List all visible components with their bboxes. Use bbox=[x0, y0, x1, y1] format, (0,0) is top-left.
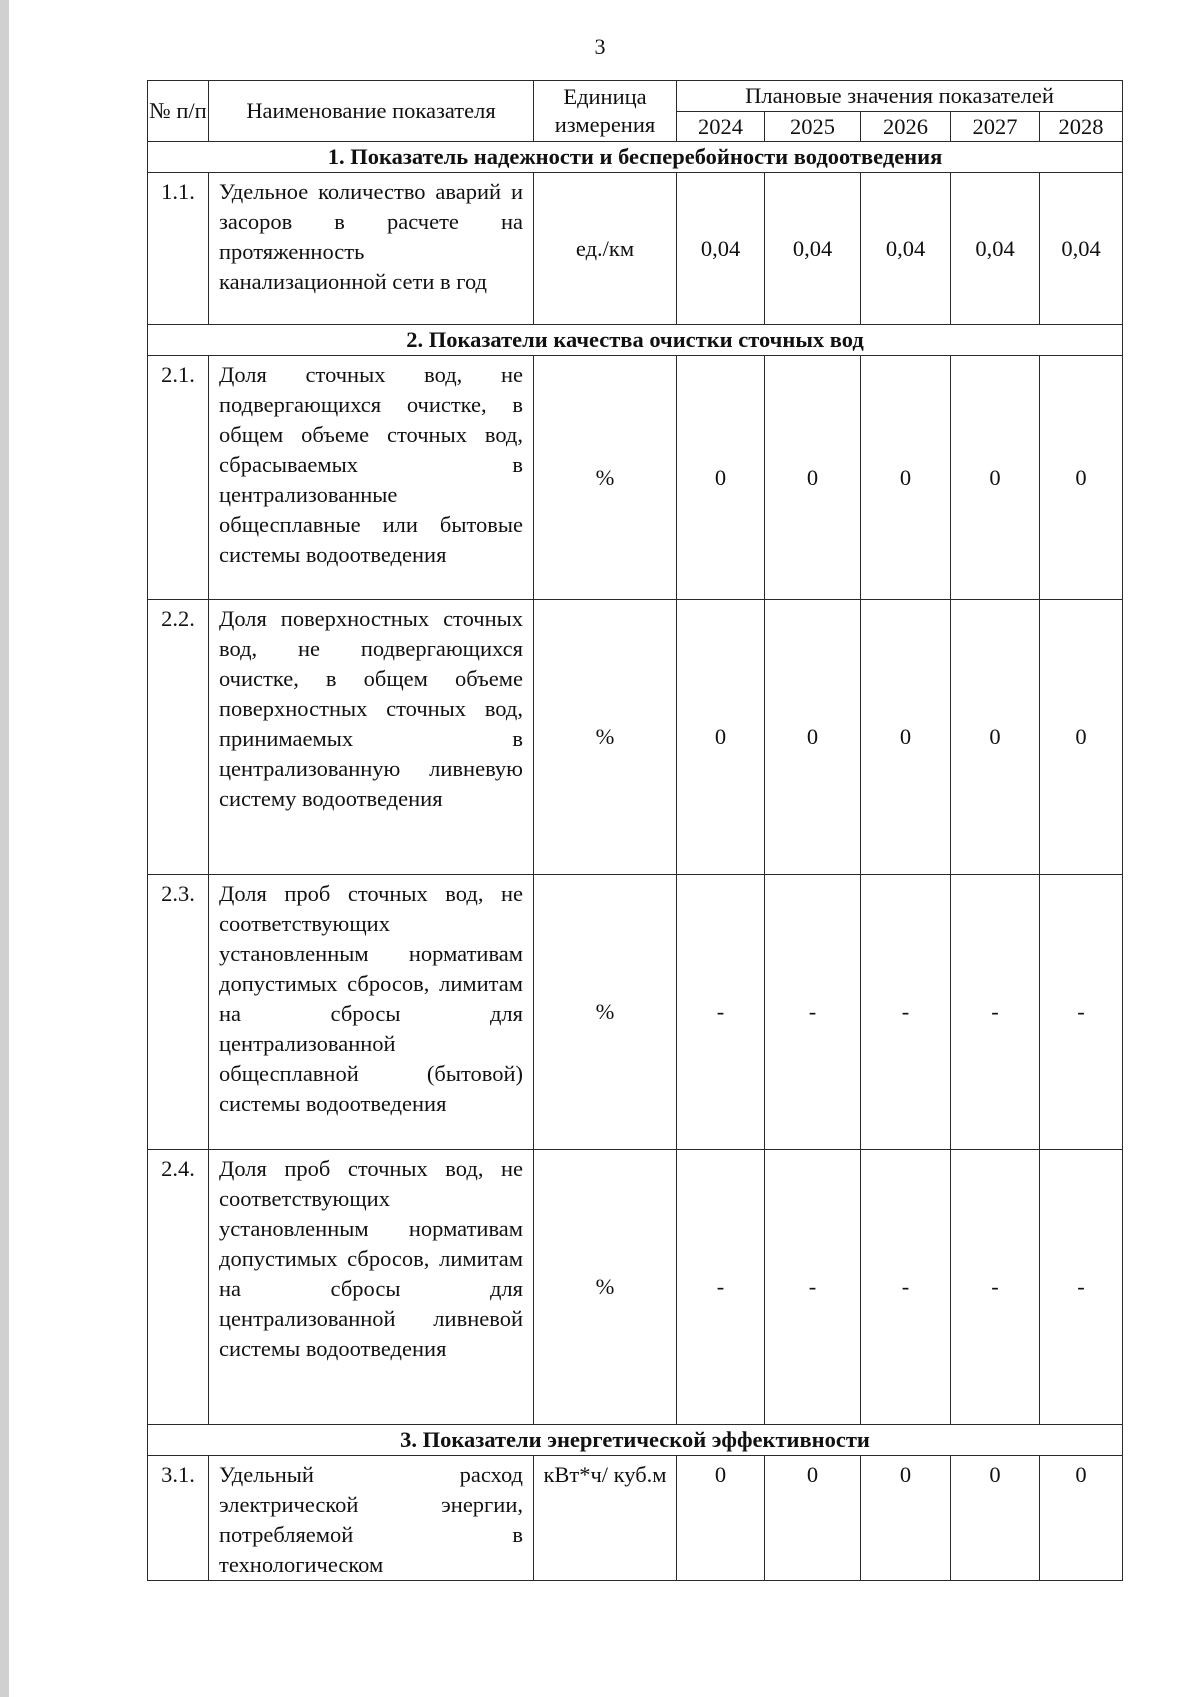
header-num: № п/п bbox=[148, 81, 209, 142]
row-value: 0 bbox=[1040, 356, 1123, 600]
row-name: Доля сточных вод, не подвергающихся очистке, в общем объеме сточных вод, сбрасываемых в централизованные общесплавные или бытовые системы водоотведения bbox=[209, 356, 534, 600]
row-unit: % bbox=[534, 600, 677, 875]
table-row bbox=[148, 356, 1123, 600]
row-value: 0 bbox=[765, 356, 861, 600]
row-number: 2.3. bbox=[148, 875, 209, 1150]
row-value: 0 bbox=[861, 356, 951, 600]
row-value: 0 bbox=[951, 1456, 1040, 1581]
row-unit: % bbox=[534, 875, 677, 1150]
row-value: 0,04 bbox=[765, 173, 861, 325]
row-value: 0 bbox=[677, 1456, 765, 1581]
row-value: - bbox=[951, 875, 1040, 1150]
section-row bbox=[148, 1425, 1123, 1456]
row-number: 2.4. bbox=[148, 1150, 209, 1425]
section-title: 2. Показатели качества очистки сточных вод bbox=[148, 325, 1123, 356]
table-row bbox=[148, 875, 1123, 1150]
row-value: - bbox=[677, 875, 765, 1150]
row-value: 0,04 bbox=[951, 173, 1040, 325]
row-value: 0 bbox=[765, 1456, 861, 1581]
row-value: - bbox=[1040, 875, 1123, 1150]
header-row-1 bbox=[148, 81, 1123, 112]
row-unit: % bbox=[534, 1150, 677, 1425]
row-value: 0 bbox=[861, 1456, 951, 1581]
row-name: Доля проб сточных вод, не соответствующих установленным нормативам допустимых сбросов, лимитам на сбросы для централизованной общесплавной (бытовой) системы водоотведения bbox=[209, 875, 534, 1150]
table-row bbox=[148, 1456, 1123, 1581]
indicators-table bbox=[147, 80, 1123, 1581]
row-value: 0,04 bbox=[861, 173, 951, 325]
row-value: 0 bbox=[677, 600, 765, 875]
row-number: 2.2. bbox=[148, 600, 209, 875]
table-row bbox=[148, 173, 1123, 325]
row-unit: кВт*ч/ куб.м bbox=[534, 1456, 677, 1581]
row-value: 0,04 bbox=[1040, 173, 1123, 325]
row-value: - bbox=[861, 1150, 951, 1425]
row-value: 0,04 bbox=[677, 173, 765, 325]
row-name: Удельное количество аварий и засоров в расчете на протяженность канализационной сети в год bbox=[209, 173, 534, 325]
page-number: 3 bbox=[594, 34, 606, 59]
row-value: - bbox=[765, 1150, 861, 1425]
row-value: - bbox=[861, 875, 951, 1150]
row-value: 0 bbox=[765, 600, 861, 875]
row-unit: % bbox=[534, 356, 677, 600]
row-number: 1.1. bbox=[148, 173, 209, 325]
section-title: 3. Показатели энергетической эффективности bbox=[148, 1425, 1123, 1456]
row-value: - bbox=[677, 1150, 765, 1425]
row-value: 0 bbox=[951, 600, 1040, 875]
section-row bbox=[148, 325, 1123, 356]
header-year: 2027 bbox=[951, 112, 1040, 142]
row-value: - bbox=[951, 1150, 1040, 1425]
row-value: 0 bbox=[1040, 1456, 1123, 1581]
header-planned: Плановые значения показателей bbox=[677, 81, 1123, 112]
row-value: 0 bbox=[951, 356, 1040, 600]
header-year: 2028 bbox=[1040, 112, 1123, 142]
table-row bbox=[148, 1150, 1123, 1425]
row-name: Доля проб сточных вод, не соответствующих установленным нормативам допустимых сбросов, лимитам на сбросы для централизованной ливневой системы водоотведения bbox=[209, 1150, 534, 1425]
header-name: Наименование показателя bbox=[209, 81, 534, 142]
header-unit: Единица измерения bbox=[534, 81, 677, 142]
header-year: 2026 bbox=[861, 112, 951, 142]
row-name: Доля поверхностных сточных вод, не подвергающихся очистке, в общем объеме поверхностных сточных вод, принимаемых в централизованную ливневую систему водоотведения bbox=[209, 600, 534, 875]
section-row bbox=[148, 142, 1123, 173]
header-year: 2024 bbox=[677, 112, 765, 142]
row-value: - bbox=[765, 875, 861, 1150]
header-year: 2025 bbox=[765, 112, 861, 142]
row-value: - bbox=[1040, 1150, 1123, 1425]
row-number: 3.1. bbox=[148, 1456, 209, 1581]
row-value: 0 bbox=[677, 356, 765, 600]
row-number: 2.1. bbox=[148, 356, 209, 600]
row-unit: ед./км bbox=[534, 173, 677, 325]
scan-left-edge bbox=[0, 0, 9, 1697]
row-name: Удельный расход электрической энергии, потребляемой в технологическом bbox=[209, 1456, 534, 1581]
section-title: 1. Показатель надежности и бесперебойности водоотведения bbox=[148, 142, 1123, 173]
row-value: 0 bbox=[1040, 600, 1123, 875]
row-value: 0 bbox=[861, 600, 951, 875]
table-row bbox=[148, 600, 1123, 875]
